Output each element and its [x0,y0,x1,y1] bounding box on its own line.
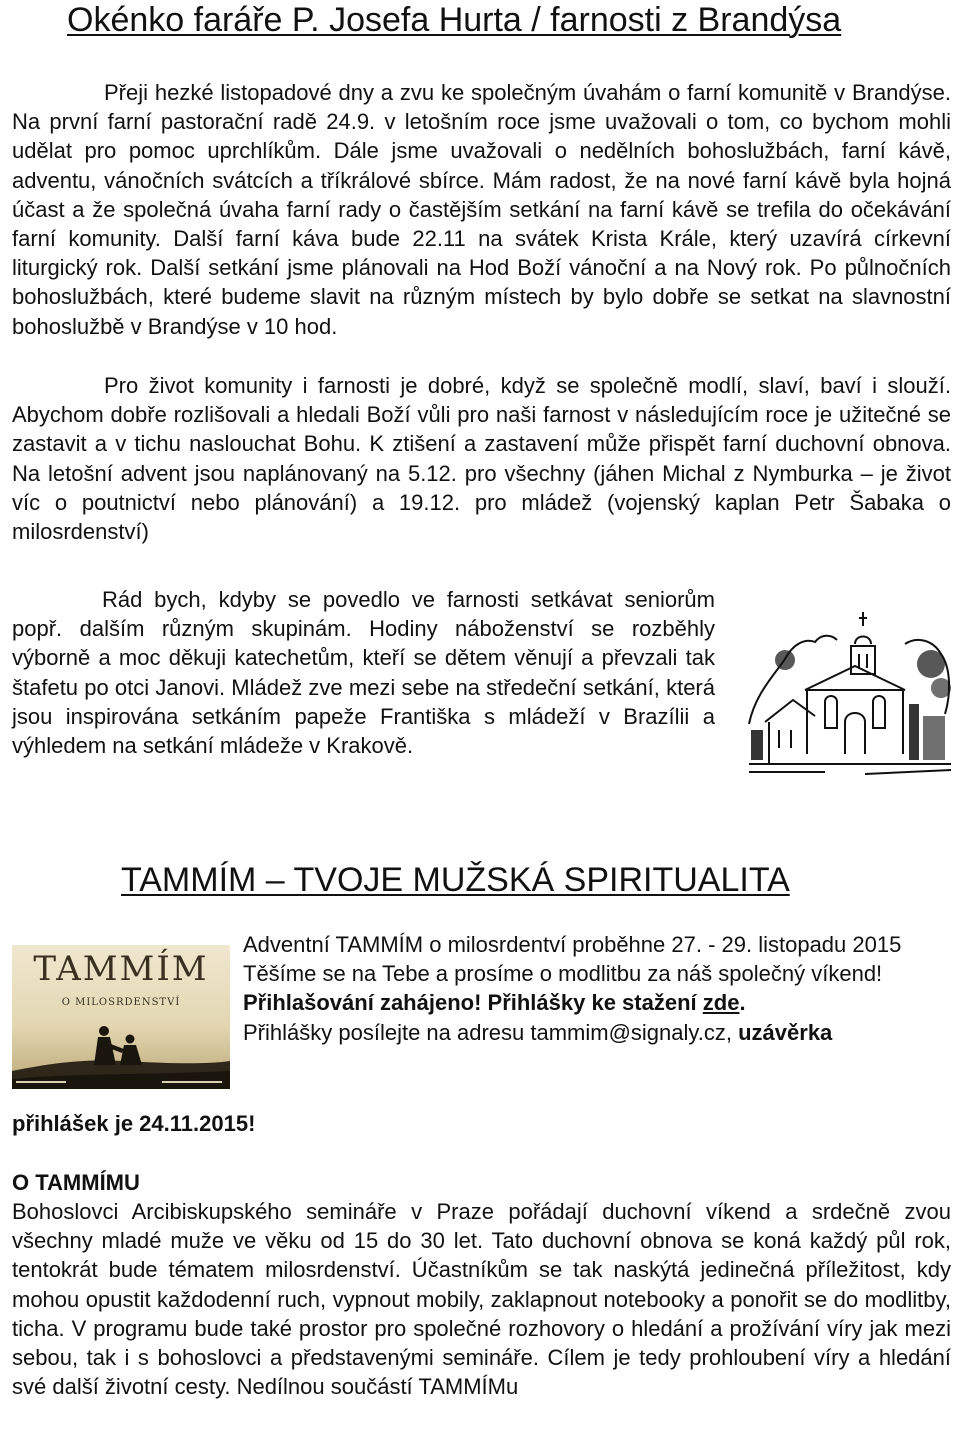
registration-end: . [739,990,746,1016]
about-heading: O TAMMÍMU [12,1170,140,1195]
groups-paragraph [12,585,715,760]
deadline-label: uzávěrka [738,1019,833,1045]
tammim-announcement [243,930,951,1047]
community-paragraph [12,371,951,546]
about-paragraph [12,1197,951,1401]
intro-paragraph [12,78,951,341]
groups-text: Rád bych, kdyby se povedlo ve farnosti setkávat seniorům popř. dalším různým skupinám. Hodiny náboženství se rozběhly výborně a moc děkuji katechetům, kteří se dětem věnují a převzali tak štafetu po otci Janovi. Mládež zve mezi sebe na středeční setkání, která jsou inspirována setkáním papeže Františka s mládeží v Brazílii a výhledem na setkání mládeže v Krakově. [12,587,715,759]
poster-figures-icon [12,1009,230,1089]
tammim-registration-line [243,988,951,1017]
church-drawing-icon [745,604,955,782]
deadline-text: přihlášek je 24.11.2015! [12,1111,256,1136]
tammim-heading: TAMMÍM – TVOJE MUŽSKÁ SPIRITUALITA [121,861,790,899]
poster-title: TAMMÍM [33,949,209,989]
community-text: Pro život komunity i farnosti je dobré, když se společně modlí, slaví, baví i slouží. Abychom dobře rozlišovali a hledali Boží vůli pro naši farnost v následujícím roce je užitečné se zastavit a v tichu naslouchat Bohu. K ztišení a zastavení může přispět farní duchovní obnova. Na letošní advent jsou naplánovaný na 5.12. pro všechny (jáhen Michal z Nymburka – je život víc o poutnictví nebo plánování) a 19.12. pro mládež (vojenský kaplan Petr Šabaka o milosrdenství) [12,373,951,545]
poster-subtitle: O MILOSRDENSTVÍ [61,997,181,1008]
registration-text: Přihlašování zahájeno! Přihlášky ke stažení [243,990,703,1016]
tammim-poster-image [12,945,230,1089]
tammim-date-line: Adventní TAMMÍM o milosrdentví proběhne 27. - 29. listopadu 2015 [243,932,902,957]
tammim-address-line [243,1018,951,1047]
tammim-prayer-line: Těšíme se na Tebe a prosíme o modlitbu za náš společný víkend! [243,961,883,987]
about-text: Bohoslovci Arcibiskupského semináře v Praze pořádají duchovní víkend a srdečně zvou všechny mladé muže ve věku od 15 do 30 let. Tato duchovní obnova se koná každý půl rok, tentokrát bude tématem milosrdenství. Účastníkům se tak naskýtá jedinečná příležitost, kdy mohou opustit každodenní ruch, vypnout mobily, zaklapnout notebooky a ponořit se do modlitby, ticha. V programu bude také prostor pro společné rozhovory o hledání a prožívání víry jak mezi sebou, tak i s bohoslovci a představenými semináře. Cílem je tedy prohloubení víry a hledání své další životní cesty. Nedílnou součástí TAMMÍMu [12,1199,951,1400]
address-text: Přihlášky posílejte na adresu tammim@signaly.cz, [243,1019,739,1045]
download-link[interactable]: zde [702,990,740,1016]
page-title: Okénko faráře P. Josefa Hurta / farnosti z Brandýsa [67,1,842,39]
intro-text: Přeji hezké listopadové dny a zvu ke společným úvahám o farní komunitě v Brandýse. Na první farní pastorační radě 24.9. v letošním roce jsme uvažovali o tom, co bychom mohli udělat pro pomoc uprchlíkům. Dále jsme uvažovali o nedělních bohoslužbách, farní kávě, adventu, vánočních svátcích a tříkrálové sbírce. Mám radost, že na nové farní kávě byla hojná účast a že společná úvaha farní rady o častějším setkání na farní kávě se trefila do očekávání farní komunity. Další farní káva bude 22.11 na svátek Krista Krále, který uzavírá církevní liturgický rok. Další setkání jsme plánovali na Hod Boží vánoční a na Nový rok. Po půlnočních bohoslužbách, které budeme slavit na různým místech by bylo dobře se setkat na slavnostní bohoslužbě v Brandýse v 10 hod. [12,80,951,339]
